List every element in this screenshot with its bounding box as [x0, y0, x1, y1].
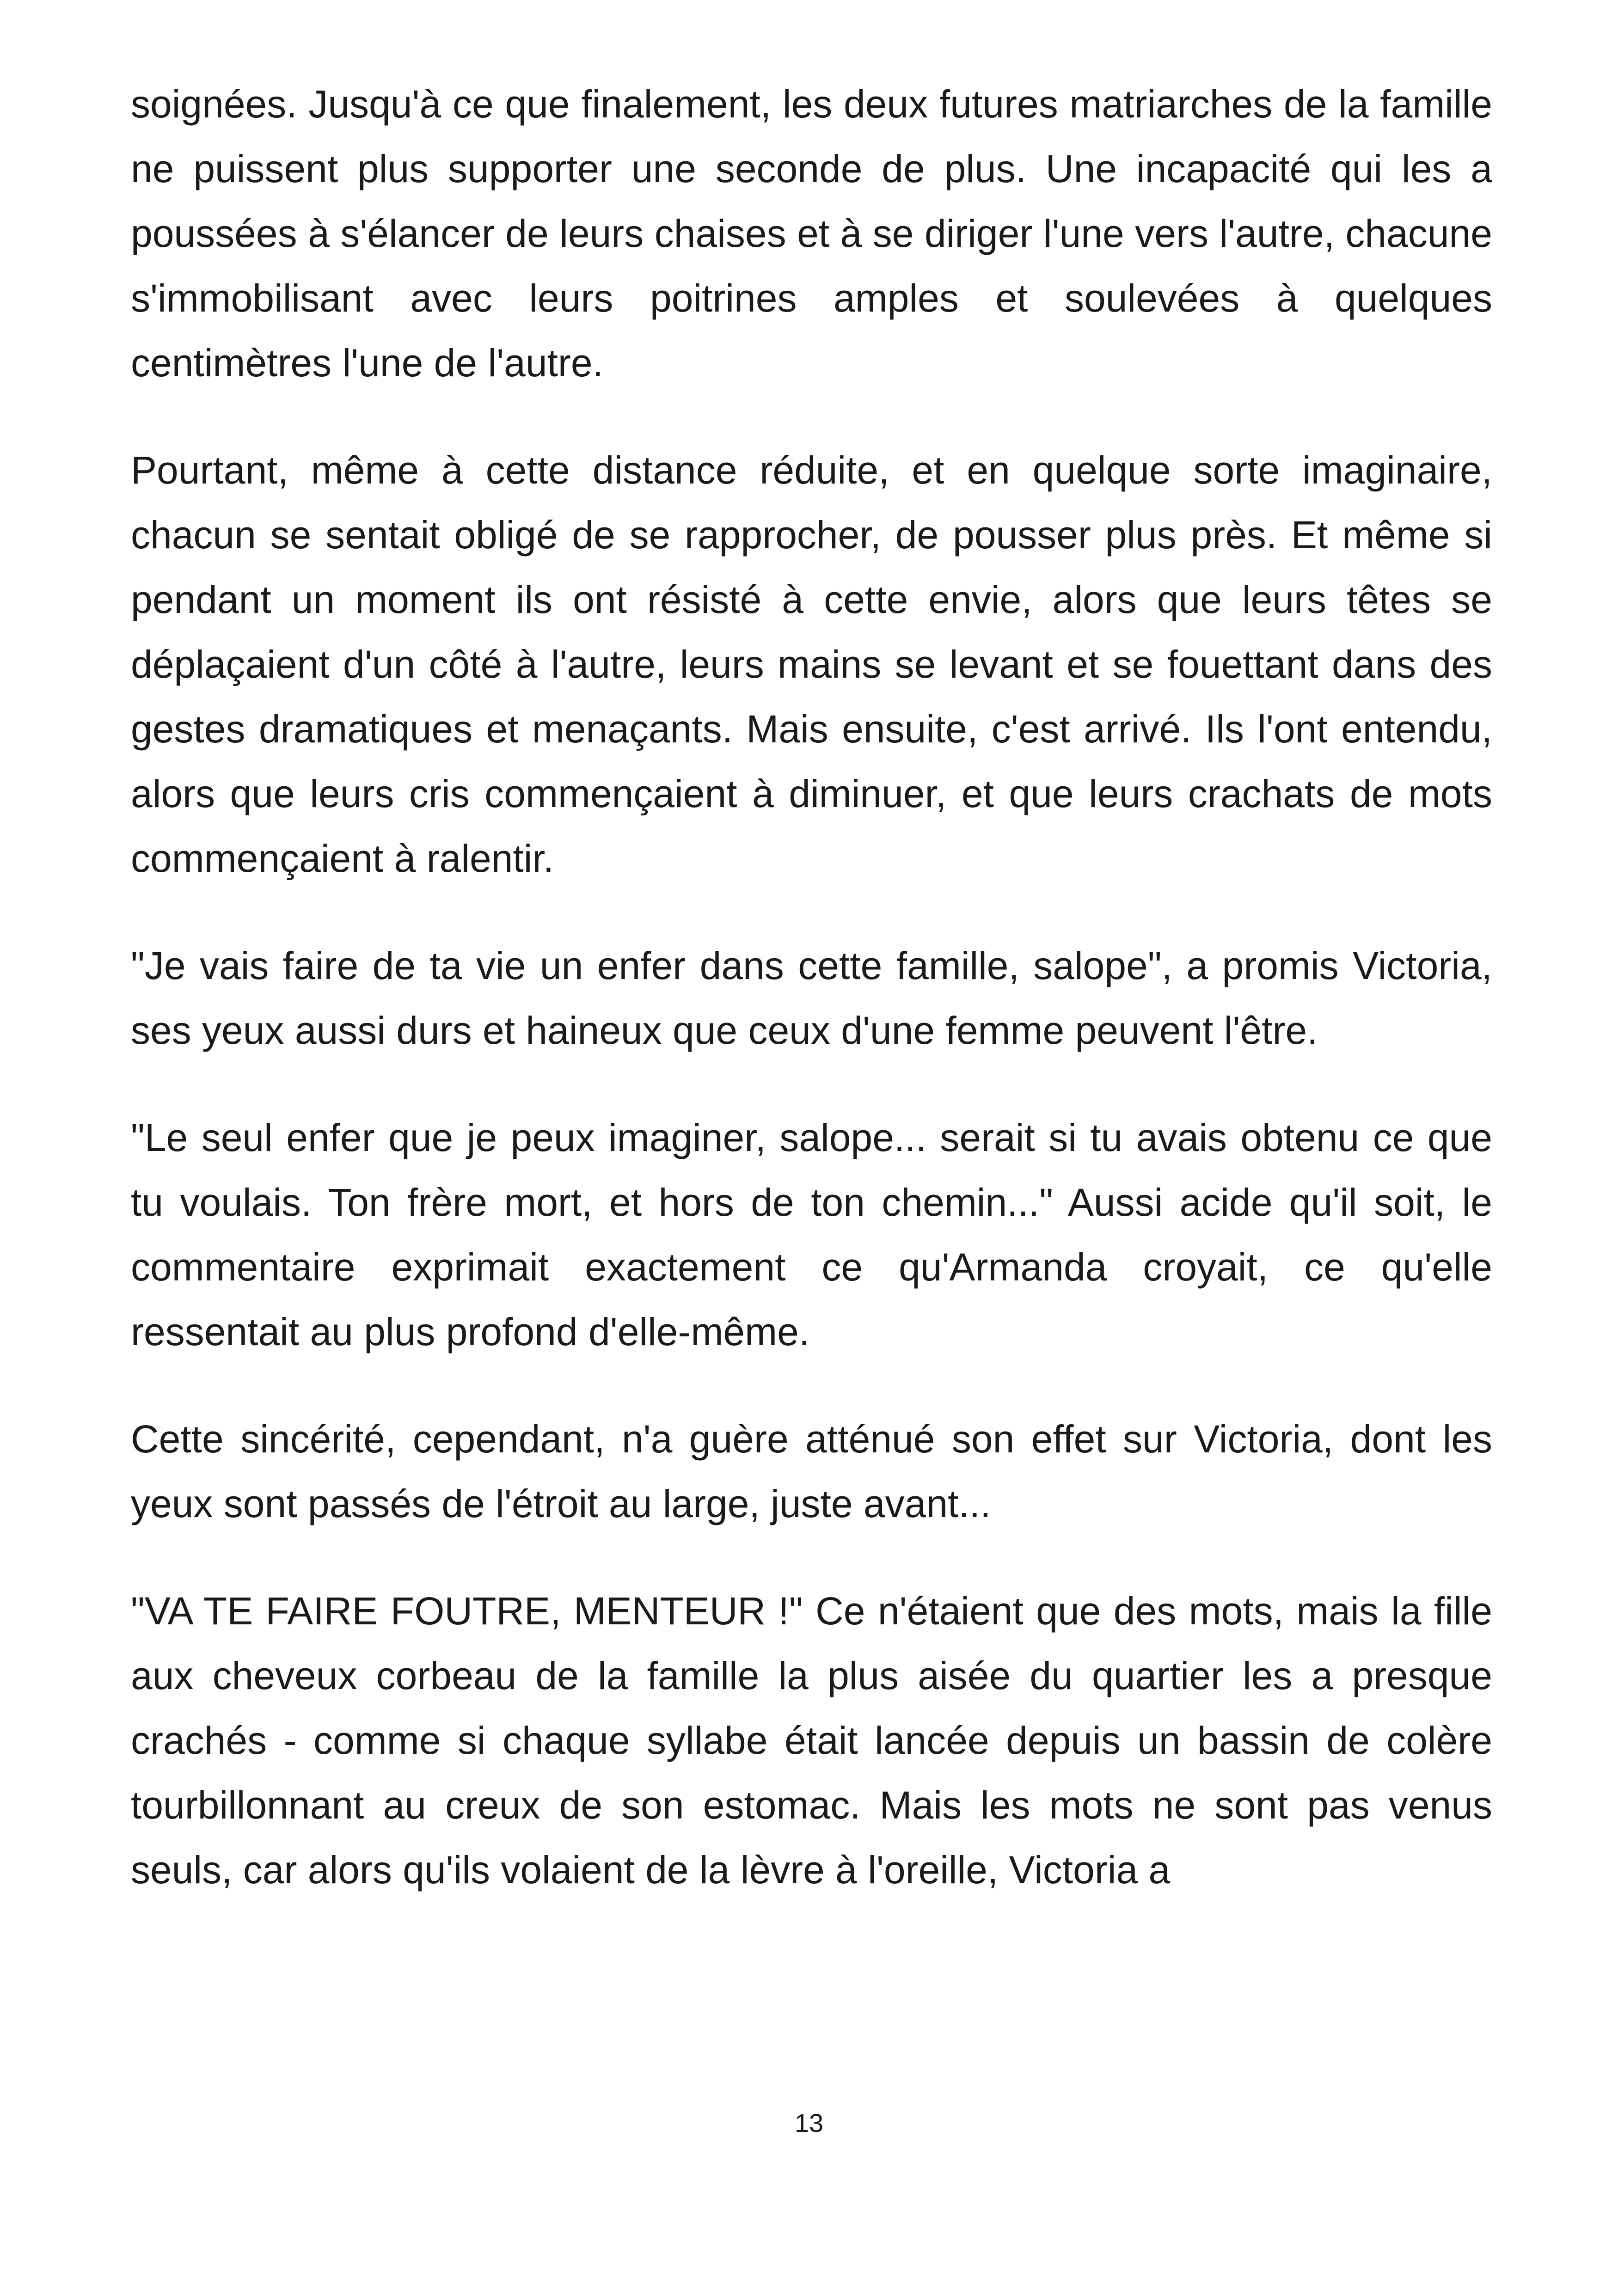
paragraph: soignées. Jusqu'à ce que finalement, les deux futures matriarches de la famille ne puissent plus supporter une seconde de plus. Une incapacité qui les a poussées à s'élancer de leurs chaises et à se diriger l'une vers l'autre, chacune s'immobilisant avec leurs poitrines amples et soulevées à quelques centimètres l'une de l'autre. [131, 82, 1492, 385]
body-text [131, 72, 1492, 1902]
page-number: 13 [794, 2108, 824, 2137]
paragraph: "Le seul enfer que je peux imaginer, salope... serait si tu avais obtenu ce que tu voulais. Ton frère mort, et hors de ton chemin..." Aussi acide qu'il soit, le commentaire exprimait exactement ce qu'Armanda croyait, ce qu'elle ressentait au plus profond d'elle-même. [131, 1116, 1492, 1353]
paragraph: Cette sincérité, cependant, n'a guère atténué son effet sur Victoria, dont les yeux sont passés de l'étroit au large, juste avant... [131, 1417, 1492, 1525]
paragraph: "Je vais faire de ta vie un enfer dans cette famille, salope", a promis Victoria, ses yeux aussi durs et haineux que ceux d'une femme peuvent l'être. [131, 944, 1492, 1052]
paragraph: "VA TE FAIRE FOUTRE, MENTEUR !" Ce n'étaient que des mots, mais la fille aux cheveux corbeau de la famille la plus aisée du quartier les a presque crachés - comme si chaque syllabe était lancée depuis un bassin de colère tourbillonnant au creux de son estomac. Mais les mots ne sont pas venus seuls, car alors qu'ils volaient de la lèvre à l'oreille, Victoria a [131, 1589, 1492, 1892]
paragraph: Pourtant, même à cette distance réduite, et en quelque sorte imaginaire, chacun se sentait obligé de se rapprocher, de pousser plus près. Et même si pendant un moment ils ont résisté à cette envie, alors que leurs têtes se déplaçaient d'un côté à l'autre, leurs mains se levant et se fouettant dans des gestes dramatiques et menaçants. Mais ensuite, c'est arrivé. Ils l'ont entendu, alors que leurs cris commençaient à diminuer, et que leurs crachats de mots commençaient à ralentir. [131, 448, 1492, 880]
